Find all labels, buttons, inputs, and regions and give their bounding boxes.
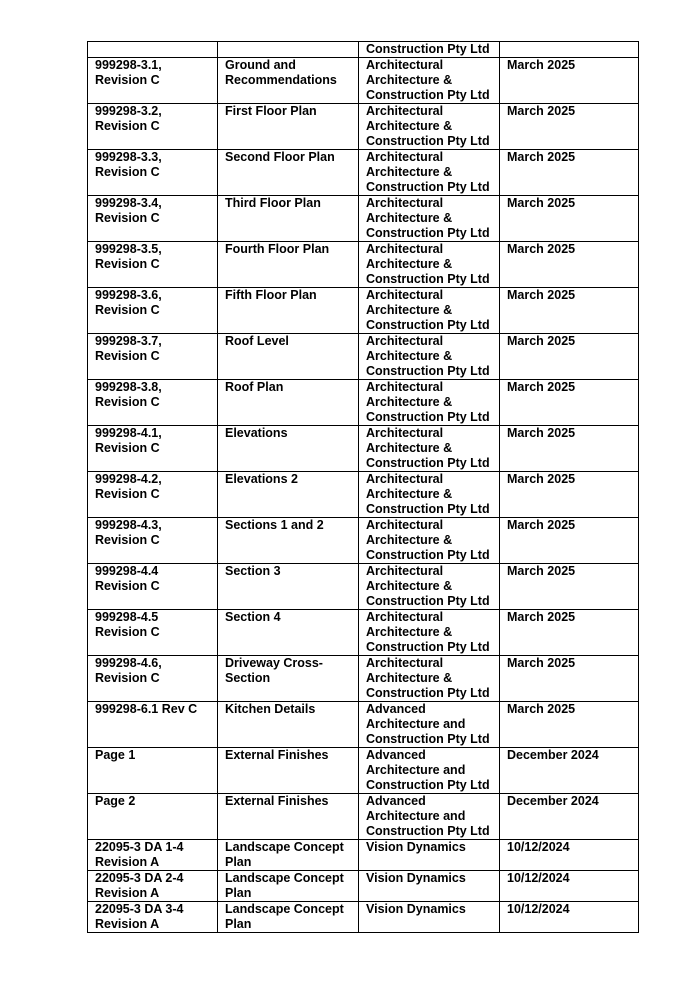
drawing-number-cell: 999298-4.6, Revision C (88, 656, 218, 702)
prepared-by-cell: Architectural Architecture & Construction Pty Ltd (359, 288, 500, 334)
plan-title-cell: Driveway Cross-Section (218, 656, 359, 702)
plan-title-cell: Fourth Floor Plan (218, 242, 359, 288)
drawing-number-cell: 999298-4.4 Revision C (88, 564, 218, 610)
plan-title-cell: Elevations 2 (218, 472, 359, 518)
prepared-by-cell: Construction Pty Ltd (359, 42, 500, 58)
table-row (88, 150, 639, 196)
prepared-by-cell: Architectural Architecture & Construction Pty Ltd (359, 472, 500, 518)
table-row (88, 656, 639, 702)
drawing-number-cell: 999298-3.1, Revision C (88, 58, 218, 104)
date-cell: March 2025 (500, 426, 639, 472)
table-row (88, 748, 639, 794)
date-cell: March 2025 (500, 104, 639, 150)
table-row (88, 288, 639, 334)
prepared-by-cell: Vision Dynamics (359, 871, 500, 902)
date-cell: December 2024 (500, 794, 639, 840)
prepared-by-cell: Architectural Architecture & Construction Pty Ltd (359, 656, 500, 702)
prepared-by-cell: Vision Dynamics (359, 840, 500, 871)
plan-title-cell: Third Floor Plan (218, 196, 359, 242)
drawing-number-cell: Page 1 (88, 748, 218, 794)
drawing-number-cell: 999298-3.2, Revision C (88, 104, 218, 150)
date-cell: March 2025 (500, 656, 639, 702)
plan-title-cell: Ground and Recommendations (218, 58, 359, 104)
date-cell: March 2025 (500, 58, 639, 104)
date-cell: March 2025 (500, 610, 639, 656)
drawing-number-cell: 22095-3 DA 3-4 Revision A (88, 902, 218, 933)
drawing-number-cell: 999298-4.5 Revision C (88, 610, 218, 656)
date-cell: March 2025 (500, 518, 639, 564)
plan-title-cell: External Finishes (218, 794, 359, 840)
table-row (88, 380, 639, 426)
plan-title-cell: Fifth Floor Plan (218, 288, 359, 334)
document-page (87, 41, 638, 933)
drawing-number-cell: 999298-3.4, Revision C (88, 196, 218, 242)
table-row (88, 58, 639, 104)
drawing-number-cell: 999298-4.1, Revision C (88, 426, 218, 472)
plan-title-cell: First Floor Plan (218, 104, 359, 150)
prepared-by-cell: Architectural Architecture & Construction Pty Ltd (359, 58, 500, 104)
drawing-number-cell: 999298-3.7, Revision C (88, 334, 218, 380)
table-row (88, 902, 639, 933)
date-cell: March 2025 (500, 380, 639, 426)
drawing-number-cell: 999298-6.1 Rev C (88, 702, 218, 748)
plan-title-cell: Landscape Concept Plan (218, 902, 359, 933)
prepared-by-cell: Architectural Architecture & Construction Pty Ltd (359, 104, 500, 150)
prepared-by-cell: Architectural Architecture & Construction Pty Ltd (359, 518, 500, 564)
prepared-by-cell: Advanced Architecture and Construction Pty Ltd (359, 748, 500, 794)
table-row (88, 334, 639, 380)
date-cell: 10/12/2024 (500, 902, 639, 933)
prepared-by-cell: Architectural Architecture & Construction Pty Ltd (359, 242, 500, 288)
drawing-number-cell: 999298-3.6, Revision C (88, 288, 218, 334)
plan-title-cell: Landscape Concept Plan (218, 871, 359, 902)
prepared-by-cell: Vision Dynamics (359, 902, 500, 933)
plan-title-cell: Roof Plan (218, 380, 359, 426)
drawing-number-cell: 999298-3.5, Revision C (88, 242, 218, 288)
prepared-by-cell: Architectural Architecture & Construction Pty Ltd (359, 380, 500, 426)
table-row (88, 426, 639, 472)
drawing-number-cell: 22095-3 DA 1-4 Revision A (88, 840, 218, 871)
table-row (88, 564, 639, 610)
drawing-number-cell (88, 42, 218, 58)
plan-title-cell: Kitchen Details (218, 702, 359, 748)
table-row (88, 610, 639, 656)
date-cell: December 2024 (500, 748, 639, 794)
date-cell: 10/12/2024 (500, 871, 639, 902)
date-cell: March 2025 (500, 564, 639, 610)
date-cell: March 2025 (500, 702, 639, 748)
prepared-by-cell: Architectural Architecture & Construction Pty Ltd (359, 564, 500, 610)
table-row (88, 871, 639, 902)
date-cell: March 2025 (500, 334, 639, 380)
table-row (88, 196, 639, 242)
plan-title-cell: Roof Level (218, 334, 359, 380)
table-row (88, 104, 639, 150)
plan-title-cell: Section 3 (218, 564, 359, 610)
plan-title-cell: Landscape Concept Plan (218, 840, 359, 871)
plan-title-cell: External Finishes (218, 748, 359, 794)
drawing-number-cell: 999298-3.3, Revision C (88, 150, 218, 196)
date-cell: March 2025 (500, 472, 639, 518)
date-cell: March 2025 (500, 150, 639, 196)
plan-title-cell: Elevations (218, 426, 359, 472)
plan-title-cell (218, 42, 359, 58)
date-cell: 10/12/2024 (500, 840, 639, 871)
drawing-number-cell: Page 2 (88, 794, 218, 840)
prepared-by-cell: Architectural Architecture & Construction Pty Ltd (359, 334, 500, 380)
date-cell: March 2025 (500, 196, 639, 242)
prepared-by-cell: Architectural Architecture & Construction Pty Ltd (359, 150, 500, 196)
table-row (88, 840, 639, 871)
table-row-continuation (88, 42, 639, 58)
prepared-by-cell: Advanced Architecture and Construction Pty Ltd (359, 794, 500, 840)
table-row (88, 702, 639, 748)
table-row (88, 242, 639, 288)
drawing-number-cell: 999298-4.2, Revision C (88, 472, 218, 518)
date-cell: March 2025 (500, 242, 639, 288)
plans-table (87, 41, 639, 933)
prepared-by-cell: Architectural Architecture & Construction Pty Ltd (359, 610, 500, 656)
prepared-by-cell: Architectural Architecture & Construction Pty Ltd (359, 426, 500, 472)
prepared-by-cell: Architectural Architecture & Construction Pty Ltd (359, 196, 500, 242)
table-row (88, 472, 639, 518)
plan-title-cell: Second Floor Plan (218, 150, 359, 196)
table-row (88, 518, 639, 564)
drawing-number-cell: 999298-4.3, Revision C (88, 518, 218, 564)
plan-title-cell: Section 4 (218, 610, 359, 656)
date-cell (500, 42, 639, 58)
prepared-by-cell: Advanced Architecture and Construction Pty Ltd (359, 702, 500, 748)
plan-title-cell: Sections 1 and 2 (218, 518, 359, 564)
drawing-number-cell: 999298-3.8, Revision C (88, 380, 218, 426)
table-row (88, 794, 639, 840)
drawing-number-cell: 22095-3 DA 2-4 Revision A (88, 871, 218, 902)
date-cell: March 2025 (500, 288, 639, 334)
